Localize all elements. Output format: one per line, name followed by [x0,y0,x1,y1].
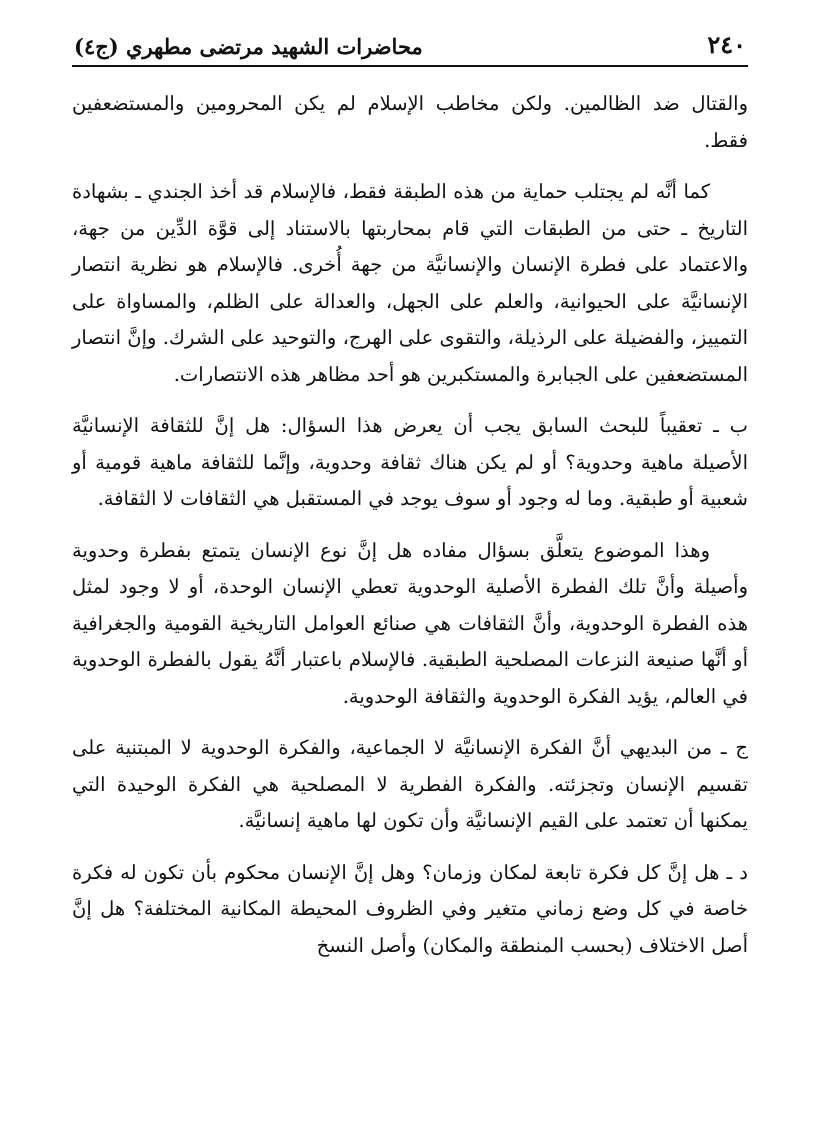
paragraph-item-b: ب ـ تعقيباً للبحث السابق يجب أن يعرض هذا السؤال: هل إنَّ للثقافة الإنسانيَّة الأصيلة ماهية وحدوية؟ أو لم يكن هناك ثقافة وحدوية، وإنَّما للثقافة ماهية قومية أو شعبية أو طبقية. وما له وجود أو سوف يوجد في المستقبل هي الثقافات لا الثقافة. [72,414,748,510]
running-title: محاضرات الشهيد مرتضى مطهري (ج٤) [74,34,423,59]
paragraph-item-c: ج ـ من البديهي أنَّ الفكرة الإنسانيَّة لا الجماعية، والفكرة الوحدوية لا المبتنية على تقسيم الإنسان وتجزئته. والفكرة الفطرية لا المصلحية هي الفكرة الوحيدة التي يمكنها أن تعتمد على القيم الإنسانيَّة وأن تكون لها ماهية إنسانيَّة. [72,736,748,832]
paragraph-continuation: والقتال ضد الظالمين. ولكن مخاطب الإسلام لم يكن المحرومين والمستضعفين فقط. [72,92,748,152]
paragraph-item-d: د ـ هل إنَّ كل فكرة تابعة لمكان وزمان؟ وهل إنَّ الإنسان محكوم بأن تكون له فكرة خاصة في كل وضع زماني متغير وفي الظروف المحيطة المكانية المختلفة؟ هل إنَّ أصل الاختلاف (بحسب المنطقة والمكان) وأصل النسخ [72,860,748,957]
body-text [72,86,748,964]
paragraph: وهذا الموضوع يتعلَّق بسؤال مفاده هل إنَّ نوع الإنسان يتمتع بفطرة وحدوية وأصيلة وأنَّ تلك الفطرة الأصلية الوحدوية تعطي الإنسان الوحدة، أو لا وجود لمثل هذه الفطرة الوحدوية، وأنَّ الثقافات هي صنائع العوامل التاريخية القومية والجغرافية أو أنَّها صنيعة النزعات المصلحية الطبقية. فالإسلام باعتبار أنَّهُ يقول بالفطرة الوحدوية في العالم، يؤيد الفكرة الوحدوية والثقافة الوحدوية. [72,538,748,708]
paragraph: كما أنَّه لم يجتلب حماية من هذه الطبقة فقط، فالإسلام قد أخذ الجندي ـ بشهادة التاريخ ـ حتى من الطبقات التي قام بمحاربتها بالاستناد إلى قوَّة الدِّين من جهة، والاعتماد على فطرة الإنسان والإنسانيَّة من جهة أُخرى. فالإسلام هو نظرية انتصار الإنسانيَّة على الحيوانية، والعلم على الجهل، والعدالة على الظلم، والمساواة على التمييز، والفضيلة على الرذيلة، والتقوى على الهرج، والتوحيد على الشرك. وإنَّ انتصار المستضعفين على الجبابرة والمستكبرين هو أحد مظاهر هذه الانتصارات. [72,180,748,386]
page-number: ٢٤٠ [707,30,746,59]
page-header [72,30,748,67]
